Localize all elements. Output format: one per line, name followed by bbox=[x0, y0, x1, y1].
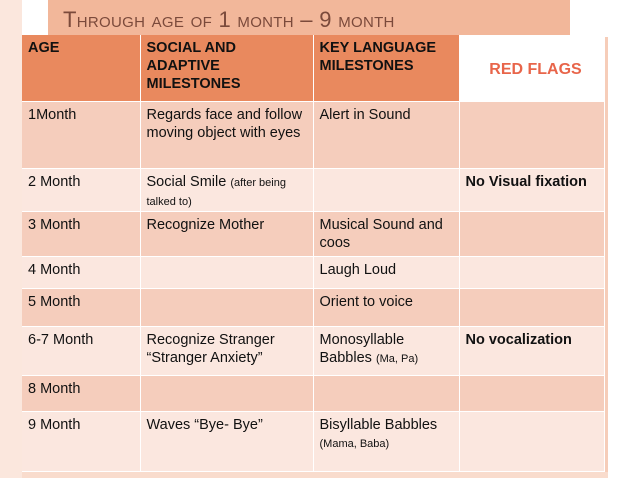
red-flag-cell bbox=[459, 257, 604, 289]
page-title: Through age of 1 month – 9 month bbox=[63, 7, 395, 32]
slide-left-edge bbox=[0, 0, 22, 478]
social-milestone-text: Social Smile bbox=[146, 174, 227, 190]
header-age: AGE bbox=[22, 35, 140, 102]
age-cell: 6-7 Month bbox=[22, 327, 140, 376]
red-flag-cell bbox=[459, 102, 604, 169]
language-milestone-text: Orient to voice bbox=[319, 294, 413, 310]
social-milestone-cell bbox=[140, 212, 313, 257]
language-milestone-text: Bisyllable Babbles bbox=[319, 417, 438, 433]
age-cell: 3 Month bbox=[22, 212, 140, 257]
table-row bbox=[22, 289, 604, 327]
social-milestone-cell bbox=[140, 289, 313, 327]
header-red-flags: RED FLAGS bbox=[459, 35, 604, 102]
social-milestone-cell bbox=[140, 376, 313, 412]
red-flag-cell bbox=[459, 412, 604, 472]
language-milestone-cell bbox=[313, 289, 459, 327]
social-milestone-cell bbox=[140, 102, 313, 169]
table-row bbox=[22, 257, 604, 289]
social-milestone-cell bbox=[140, 412, 313, 472]
language-milestone-cell bbox=[313, 376, 459, 412]
red-flag-cell: No Visual fixation bbox=[459, 169, 604, 212]
language-milestone-cell bbox=[313, 169, 459, 212]
table-row bbox=[22, 327, 604, 376]
language-milestone-cell bbox=[313, 102, 459, 169]
table-row bbox=[22, 376, 604, 412]
language-milestone-cell bbox=[313, 327, 459, 376]
header-key-language-milestones: KEY LANGUAGE MILESTONES bbox=[313, 35, 459, 102]
red-flag-cell: No vocalization bbox=[459, 327, 604, 376]
social-milestone-cell bbox=[140, 169, 313, 212]
red-flag-cell bbox=[459, 289, 604, 327]
age-cell: 9 Month bbox=[22, 412, 140, 472]
age-cell: 2 Month bbox=[22, 169, 140, 212]
slide-right-edge bbox=[604, 37, 608, 478]
table-row bbox=[22, 212, 604, 257]
milestones-table bbox=[22, 35, 605, 472]
age-cell: 1Month bbox=[22, 102, 140, 169]
language-milestone-text: Monosyllable Babbles bbox=[319, 332, 405, 366]
social-milestone-cell bbox=[140, 327, 313, 376]
table-row bbox=[22, 102, 604, 169]
table-row bbox=[22, 412, 604, 472]
social-milestone-text: Recognize Stranger “Stranger Anxiety” bbox=[146, 332, 275, 366]
header-social-adaptive-milestones: SOCIAL AND ADAPTIVE MILESTONES bbox=[140, 35, 313, 102]
social-milestone-cell bbox=[140, 257, 313, 289]
social-milestone-text: Recognize Mother bbox=[146, 217, 265, 233]
social-milestone-text: Waves “Bye- Bye” bbox=[146, 417, 263, 433]
table-row bbox=[22, 169, 604, 212]
table-header-row bbox=[22, 35, 604, 102]
language-milestone-cell bbox=[313, 257, 459, 289]
red-flag-cell bbox=[459, 376, 604, 412]
age-cell: 5 Month bbox=[22, 289, 140, 327]
slide-bottom-edge bbox=[22, 472, 608, 478]
language-milestone-note: (Ma, Pa) bbox=[375, 353, 419, 365]
language-milestone-text: Alert in Sound bbox=[319, 107, 411, 123]
language-milestone-note: (Mama, Baba) bbox=[319, 438, 390, 450]
language-milestone-text: Laugh Loud bbox=[319, 262, 397, 278]
language-milestone-text: Musical Sound and coos bbox=[319, 217, 443, 251]
age-cell: 8 Month bbox=[22, 376, 140, 412]
social-milestone-text: Regards face and follow moving object with eyes bbox=[146, 107, 303, 141]
social-milestone-note: (after being talked to) bbox=[146, 177, 286, 208]
language-milestone-cell bbox=[313, 212, 459, 257]
red-flag-cell bbox=[459, 212, 604, 257]
age-cell: 4 Month bbox=[22, 257, 140, 289]
language-milestone-cell bbox=[313, 412, 459, 472]
